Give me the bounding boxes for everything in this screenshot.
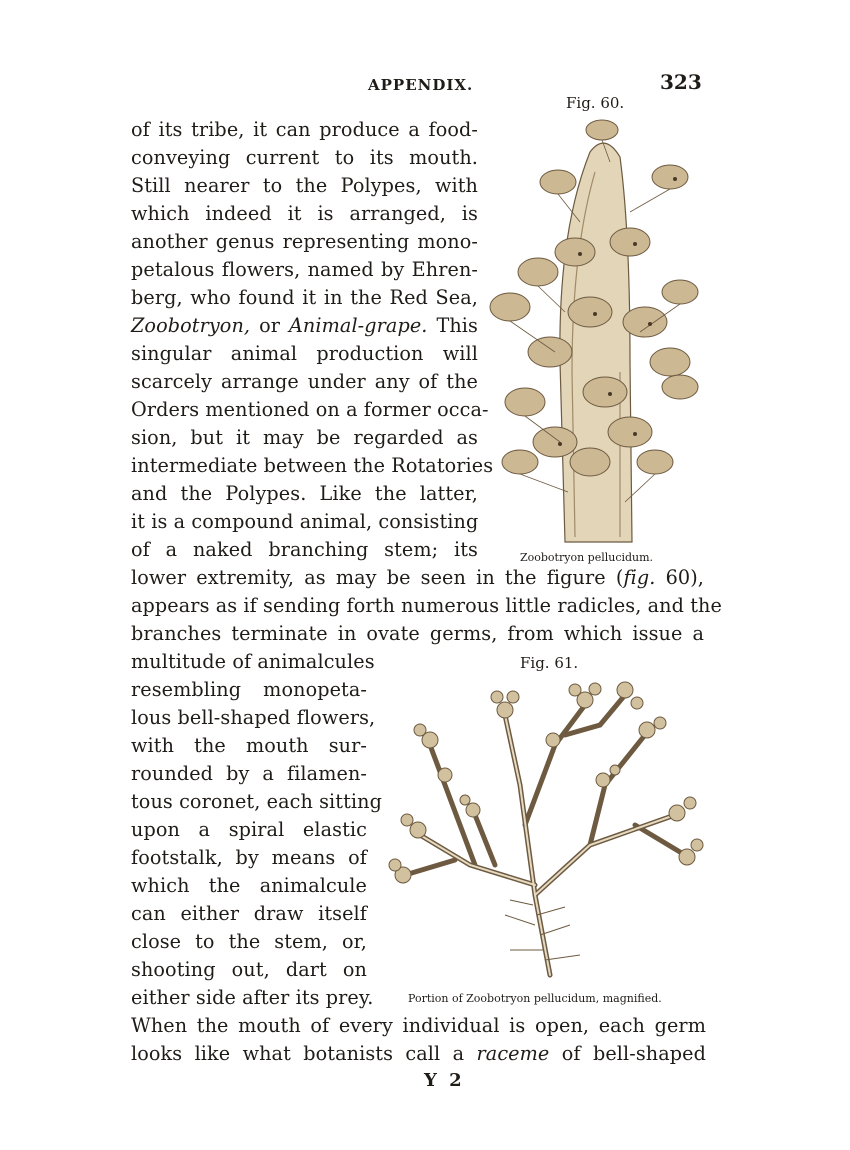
text-fragment: or <box>250 314 289 337</box>
text-line: petalous flowers, named by Ehren- <box>131 258 478 281</box>
text-line: another genus representing mono- <box>131 230 478 253</box>
text-line: which indeed it is arranged, is <box>131 202 478 225</box>
text-line: multitude of animalcules <box>131 650 375 673</box>
text-line: shooting out, dart on <box>131 958 367 981</box>
text-line: with the mouth sur- <box>131 734 367 757</box>
text-line-mixed <box>131 1044 706 1068</box>
figure-60-caption: Zoobotryon pellucidum. <box>520 551 654 564</box>
text-line: it is a compound animal, consisting <box>131 510 479 533</box>
text-line-mixed <box>131 568 704 592</box>
text-line: When the mouth of every individual is open, each germ <box>131 1014 706 1037</box>
text-line: lous bell-shaped flowers, <box>131 706 376 729</box>
text-line: sion, but it may be regarded as <box>131 426 478 449</box>
text-line: scarcely arrange under any of the <box>131 370 478 393</box>
text-line: rounded by a filamen- <box>131 762 367 785</box>
figure-61-illustration <box>385 675 715 985</box>
text-line: resembling monopeta- <box>131 678 367 701</box>
text-line: can either draw itself <box>131 902 367 925</box>
text-fragment: looks like what botanists call a <box>131 1042 477 1065</box>
text-fragment: This <box>427 314 478 337</box>
text-fragment: 60), <box>655 566 704 589</box>
text-line: singular animal production will <box>131 342 478 365</box>
text-line: berg, who found it in the Red Sea, <box>131 286 478 309</box>
text-line: of a naked branching stem; its <box>131 538 478 561</box>
figure-61-caption: Portion of Zoobotryon pellucidum, magnified. <box>408 992 662 1005</box>
text-line: branches terminate in ovate germs, from which issue a <box>131 622 704 645</box>
text-line: conveying current to its mouth. <box>131 146 478 169</box>
figure-60-label: Fig. 60. <box>566 94 625 112</box>
text-line: intermediate between the Rotatories <box>131 454 494 477</box>
text-line: upon a spiral elastic <box>131 818 367 841</box>
genus-name: Zoobotryon, <box>131 314 251 337</box>
common-name: Animal-grape. <box>288 314 428 337</box>
text-line: close to the stem, or, <box>131 930 367 953</box>
figure-reference: fig. <box>623 566 656 589</box>
text-line: which the animalcule <box>131 874 367 897</box>
text-line: either side after its prey. <box>131 986 374 1009</box>
text-line: tous coronet, each sitting <box>131 790 382 813</box>
text-line: Still nearer to the Polypes, with <box>131 174 478 197</box>
text-line-mixed <box>131 316 478 340</box>
text-line: Orders mentioned on a former occa- <box>131 398 489 421</box>
text-fragment: of bell-shaped <box>549 1042 707 1065</box>
figure-60-illustration <box>480 112 705 552</box>
figure-61-label: Fig. 61. <box>520 654 579 672</box>
text-line: of its tribe, it can produce a food- <box>131 118 478 141</box>
page-number: 323 <box>660 70 702 94</box>
text-fragment: lower extremity, as may be seen in the figure ( <box>131 566 624 589</box>
running-title: APPENDIX. <box>368 76 474 94</box>
botanical-term: raceme <box>476 1042 550 1065</box>
text-line: appears as if sending forth numerous little radicles, and the <box>131 594 722 617</box>
signature-mark: Y 2 <box>424 1070 465 1091</box>
text-line: and the Polypes. Like the latter, <box>131 482 478 505</box>
text-line: footstalk, by means of <box>131 846 367 869</box>
